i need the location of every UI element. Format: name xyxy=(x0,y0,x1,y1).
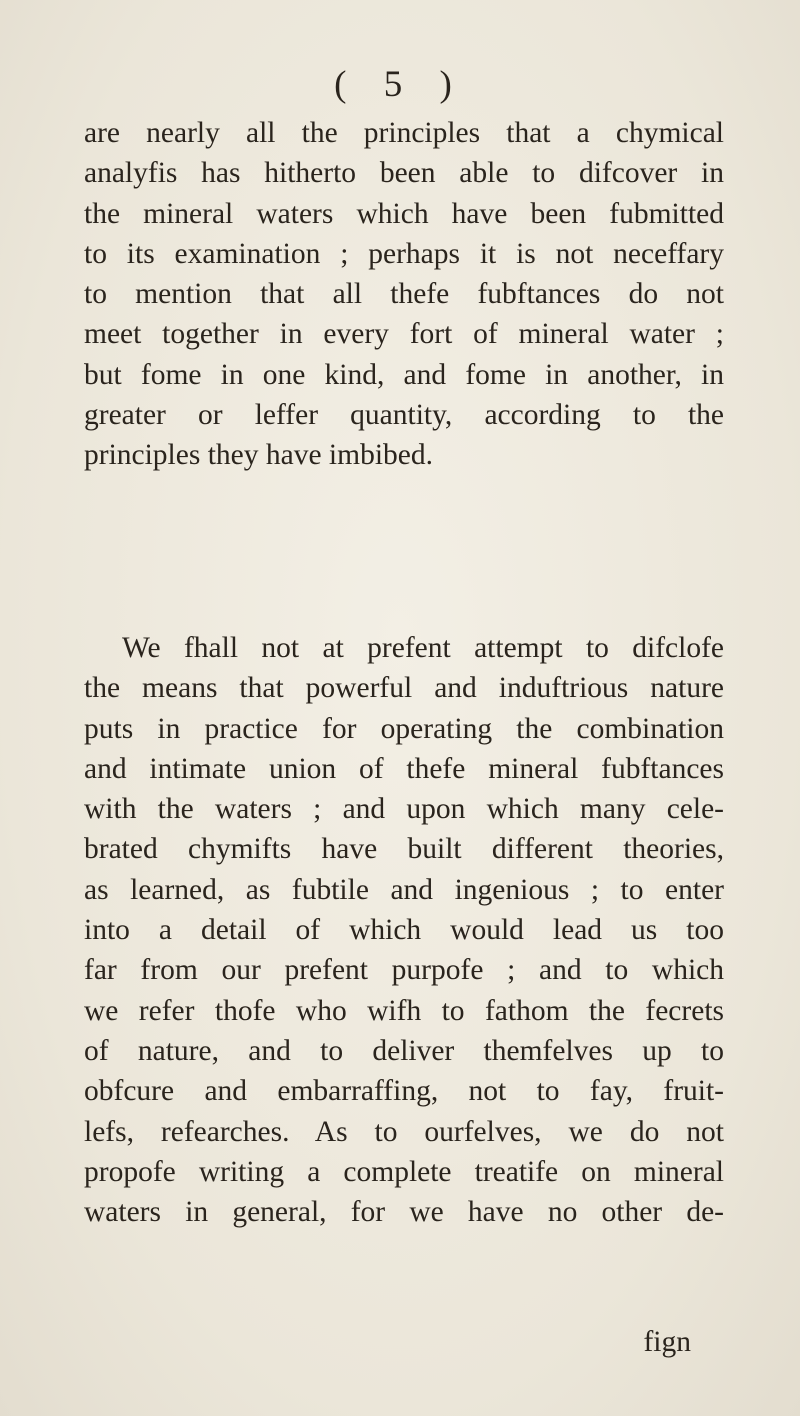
text-line: We fhall not at prefent attempt to difclofe xyxy=(122,632,724,664)
text-line: principles they have imbibed. xyxy=(84,439,433,472)
text-line: brated chymifts have built different theories, xyxy=(84,833,724,866)
text-line: waters in general, for we have no other de- xyxy=(84,1196,724,1229)
text-line: we refer thofe who wifh to fathom the fecrets xyxy=(84,994,724,1027)
text-line: to mention that all thefe fubftances do not xyxy=(84,278,724,311)
text-line: obfcure and embarraffing, not to fay, fruit- xyxy=(84,1075,724,1108)
text-line: are nearly all the principles that a chymical xyxy=(84,117,724,149)
text-line: meet together in every fort of mineral water ; xyxy=(84,318,724,351)
text-line: puts in practice for operating the combination xyxy=(84,712,724,745)
page-number: ( 5 ) xyxy=(334,64,466,105)
text-line: into a detail of which would lead us too xyxy=(84,914,724,947)
text-line: propofe writing a complete treatife on mineral xyxy=(84,1155,724,1188)
text-line: to its examination ; perhaps it is not neceffary xyxy=(84,237,724,270)
paragraph-2 xyxy=(84,628,724,1232)
text-line: lefs, refearches. As to ourfelves, we do not xyxy=(84,1115,724,1148)
text-line: far from our prefent purpofe ; and to which xyxy=(84,954,724,987)
text-line: but fome in one kind, and fome in another, in xyxy=(84,358,724,391)
text-line: with the waters ; and upon which many cele- xyxy=(84,793,724,826)
text-line: the means that powerful and induftrious nature xyxy=(84,672,724,705)
text-line: greater or leffer quantity, according to the xyxy=(84,399,724,432)
text-line: analyfis has hitherto been able to difcover in xyxy=(84,157,724,190)
text-line: as learned, as fubtile and ingenious ; to enter xyxy=(84,873,724,906)
text-line: the mineral waters which have been fubmitted xyxy=(84,197,724,230)
text-line: of nature, and to deliver themfelves up to xyxy=(84,1034,724,1067)
text-line: and intimate union of thefe mineral fubftances xyxy=(84,752,724,785)
catchword: fign xyxy=(643,1326,691,1358)
paragraph-1 xyxy=(84,113,724,476)
